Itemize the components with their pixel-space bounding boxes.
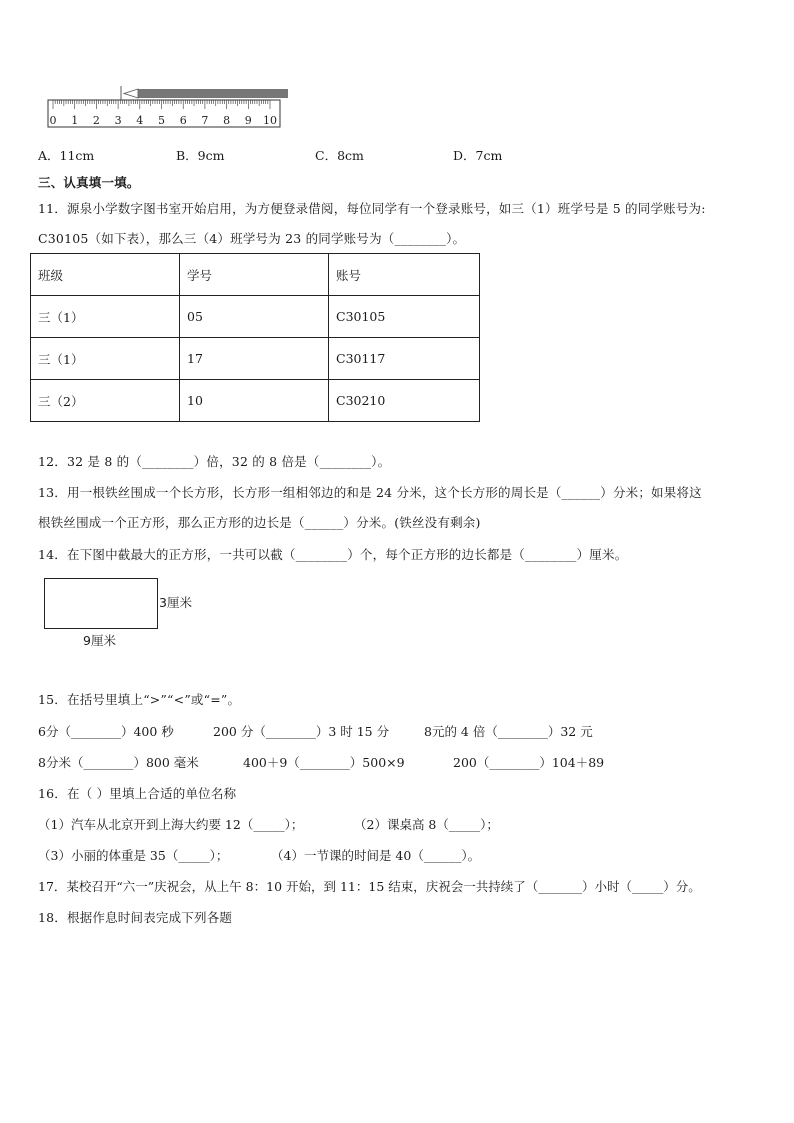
q11-line1: 11．源泉小学数字图书室开始启用，为方便登录借阅，每位同学有一个登录账号，如三（1）班学号是 5 的同学账号为: [38,201,706,216]
q16-title: 16．在（ ）里填上合适的单位名称 [38,786,237,801]
ruler-tick-label: 8 [223,114,231,127]
ruler-tick-label: 6 [179,114,187,127]
q13-line2: 根铁丝围成一个正方形，那么正方形的边长是（______）分米。(铁丝没有剩余) [38,515,481,530]
q16-item: （4）一节课的时间是 40（______）。 [271,848,481,863]
table-cell: C30117 [329,338,480,380]
ruler-tick-label: 3 [114,114,122,127]
table-header: 学号 [180,254,329,296]
table-cell: 05 [180,296,329,338]
account-table [30,253,480,422]
ruler-tick-label: 0 [49,114,57,127]
ruler-tick-label: 1 [71,114,79,127]
q15-item: 8元的 4 倍（________）32 元 [424,724,593,739]
table-cell: 17 [180,338,329,380]
option-b: B．9cm [176,148,225,163]
q18: 18．根据作息时间表完成下列各题 [38,910,233,925]
q15-item: 400＋9（________）500×9 [243,755,405,770]
table-header-row [31,254,480,296]
section-title: 三、认真填一填。 [38,175,140,190]
height-label: 3厘米 [159,595,192,610]
ruler-figure [46,86,291,130]
ruler-tick-label: 10 [263,114,277,127]
pencil-icon [121,86,288,100]
option-c: C．8cm [315,148,364,163]
table-header: 账号 [329,254,480,296]
table-cell: 三（2） [31,380,180,422]
q14: 14．在下图中截最大的正方形，一共可以截（________）个，每个正方形的边长都是（________）厘米。 [38,547,628,562]
q11-line2: C30105（如下表），那么三（4）班学号为 23 的同学账号为（________）。 [38,231,466,246]
q13-line1: 13．用一根铁丝围成一个长方形，长方形一组相邻边的和是 24 分米，这个长方形的周长是（______）分米；如果将这 [38,485,702,500]
table-cell: 三（1） [31,296,180,338]
table-cell: C30210 [329,380,480,422]
ruler-tick-label: 5 [158,114,165,127]
q15-title: 15．在括号里填上“>”“<”或“=”。 [38,692,241,707]
ruler-tick-label: 9 [244,114,252,127]
rectangle-figure [44,578,158,629]
q15-item: 200（________）104＋89 [453,755,605,770]
q15-item: 6分（________）400 秒 [38,724,174,739]
width-label: 9厘米 [83,633,116,648]
q17: 17．某校召开“六一”庆祝会，从上午 8：10 开始，到 11：15 结束，庆祝会一共持续了（_______）小时（_____）分。 [38,879,701,894]
q15-item: 8分米（________）800 毫米 [38,755,199,770]
q16-item: （1）汽车从北京开到上海大约要 12（_____）； [38,817,304,832]
ruler-tick-label: 7 [201,114,209,127]
option-d: D．7cm [453,148,503,163]
table-cell: 三（1） [31,338,180,380]
table-row [31,296,480,338]
q15-item: 200 分（________）3 时 15 分 [213,724,390,739]
q16-item: （2）课桌高 8（_____）； [354,817,499,832]
table-cell: 10 [180,380,329,422]
ruler-tick-label: 4 [136,114,144,127]
q16-item: （3）小丽的体重是 35（_____）； [38,848,229,863]
option-a: A．11cm [38,148,95,163]
table-header: 班级 [31,254,180,296]
ruler-tick-label: 2 [92,114,100,127]
table-cell: C30105 [329,296,480,338]
table-row [31,380,480,422]
q12: 12．32 是 8 的（________）倍，32 的 8 倍是（________）。 [38,454,391,469]
table-row [31,338,480,380]
